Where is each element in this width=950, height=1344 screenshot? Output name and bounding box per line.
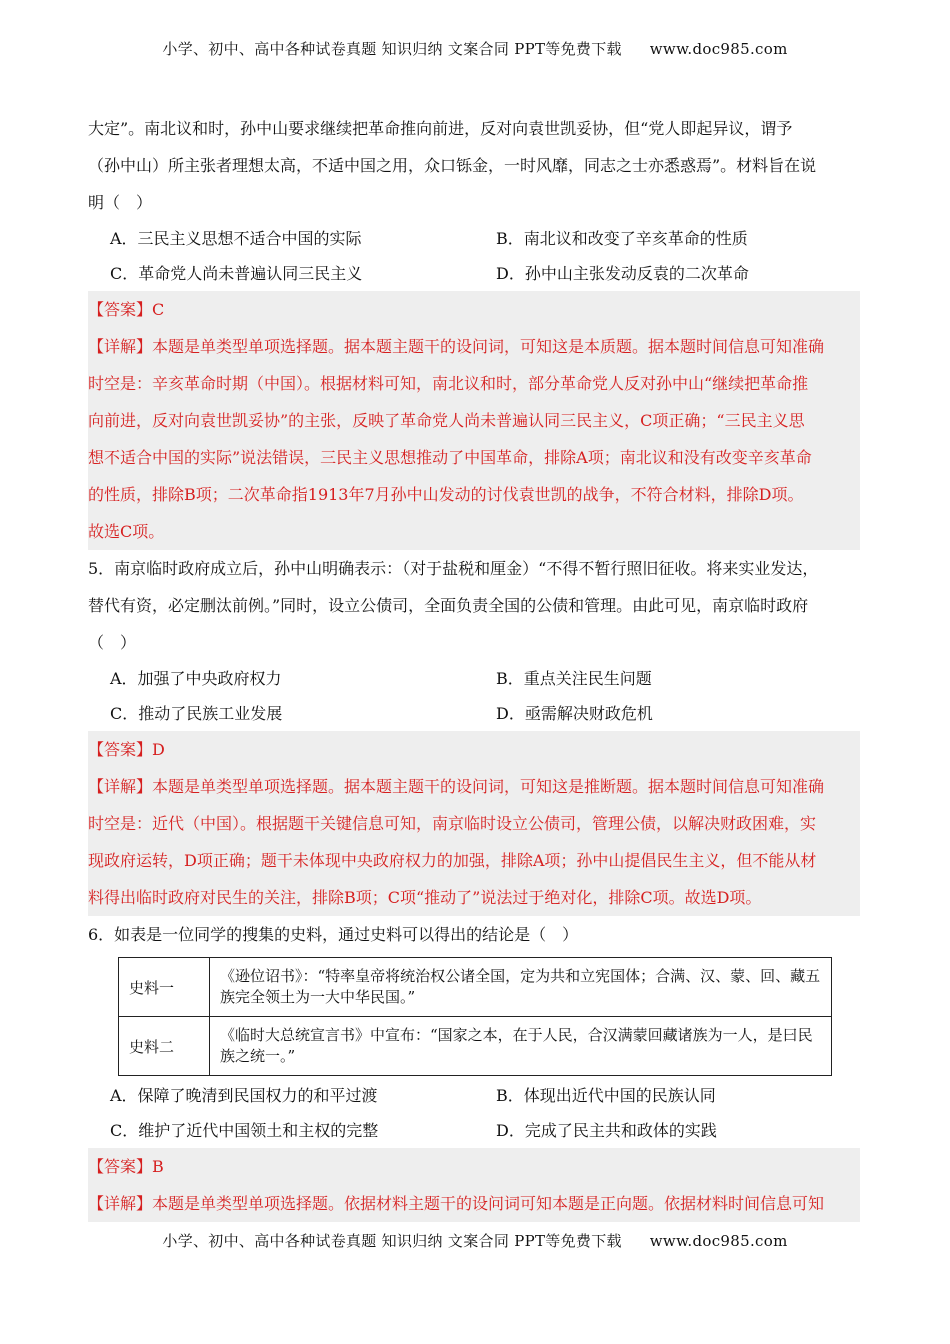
question-4 [88,110,860,550]
page-header [0,38,950,59]
question-6 [88,916,860,1222]
q5-stem-line: 替代有资，必定删汰前例。”同时，设立公债司，全面负责全国的公债和管理。由此可见，南京临时政府 [88,596,809,615]
q5-explain-line [88,768,860,805]
q4-option-a: A．三民主义思想不适合中国的实际 [110,229,362,248]
q5-option-b: B．重点关注民生问题 [496,669,652,688]
q5-answer: 【答案】D [88,731,860,768]
q4-option-d: D．孙中山主张发动反袁的二次革命 [496,264,749,283]
q4-stem-line: 明（ ） [88,193,153,212]
q4-explain-line [88,328,860,365]
q4-stem-line: 大定”。南北议和时，孙中山要求继续把革命推向前进，反对向袁世凯妥协，但“党人即起异议，谓予 [88,119,793,138]
source-label: 史料一 [119,958,210,1017]
q6-explain-text: 本题是单类型单项选择题。依据材料主题干的设问词可知本题是正向题。依据材料时间信息可知 [152,1194,825,1213]
source-table [118,957,832,1076]
q4-stem-line: （孙中山）所主张者理想太高，不适中国之用，众口铄金，一时风靡，同志之士亦悉惑焉”。材料旨在说 [88,156,817,175]
q4-explain-line: 的性质，排除B项；二次革命指1913年7月孙中山发动的讨伐袁世凯的战争，不符合材料，排除D项。 [88,476,860,513]
q4-option-b: B．南北议和改变了辛亥革命的性质 [496,229,748,248]
footer-site: www.doc985.com [649,1232,788,1250]
source-text: 《逊位诏书》：“特率皇帝将统治权公诸全国，定为共和立宪国体；合满、汉、蒙、回、藏五族完全领土为一大中华民国。” [210,958,832,1017]
q5-explain-label: 【详解】 [88,777,153,796]
q6-option-c: C．维护了近代中国领土和主权的完整 [110,1121,379,1140]
table-row [119,958,832,1017]
q6-option-a: A．保障了晚清到民国权力的和平过渡 [110,1086,378,1105]
question-5 [88,550,860,916]
q5-explain-line: 时空是：近代（中国）。根据题干关键信息可知，南京临时设立公债司，管理公债，以解决财政困难，实 [88,805,860,842]
q5-option-c: C．推动了民族工业发展 [110,704,283,723]
q6-stem: 6．如表是一位同学的搜集的史料，通过史料可以得出的结论是（ ） [88,925,579,944]
q4-explain-text: 本题是单类型单项选择题。据本题主题干的设问词，可知这是本质题。据本题时间信息可知准确 [152,337,825,356]
header-site: www.doc985.com [649,40,788,58]
page-footer [0,1230,950,1251]
footer-text: 小学、初中、高中各种试卷真题 知识归纳 文案合同 PPT等免费下载 [162,1232,622,1250]
q6-explain-line [88,1185,860,1222]
q6-option-d: D．完成了民主共和政体的实践 [496,1121,717,1140]
source-text: 《临时大总统宣言书》中宣布：“国家之本，在于人民，合汉满蒙回藏诸族为一人，是曰民族之统一。” [210,1017,832,1076]
q6-answer: 【答案】B [88,1148,860,1185]
q4-options [88,221,860,291]
q4-explain-line: 想不适合中国的实际”说法错误，三民主义思想推动了中国革命，排除A项；南北议和没有改变辛亥革命 [88,439,860,476]
q5-stem-line: （ ） [88,633,137,652]
q5-stem-line: 5．南京临时政府成立后，孙中山明确表示：（对于盐税和厘金）“不得不暂行照旧征收。将来实业发达， [88,559,819,578]
q4-explain-line: 故选C项。 [88,513,860,550]
table-row [119,1017,832,1076]
q6-explain-label: 【详解】 [88,1194,153,1213]
q5-option-a: A．加强了中央政府权力 [110,669,282,688]
q4-explain-line: 向前进，反对向袁世凯妥协”的主张，反映了革命党人尚未普遍认同三民主义，C项正确；“三民主义思 [88,402,860,439]
q5-option-d: D．亟需解决财政危机 [496,704,653,723]
q5-options [88,661,860,731]
q4-answer: 【答案】C [88,291,860,328]
q6-options [88,1078,860,1148]
q5-explain-line: 料得出临时政府对民生的关注，排除B项；C项“推动了”说法过于绝对化，排除C项。故选D项。 [88,879,860,916]
document-body [88,110,860,1222]
q4-explain-line: 时空是：辛亥革命时期（中国）。根据材料可知，南北议和时，部分革命党人反对孙中山“继续把革命推 [88,365,860,402]
q5-explain-line: 现政府运转，D项正确；题干未体现中央政府权力的加强，排除A项；孙中山提倡民生主义，但不能从材 [88,842,860,879]
source-label: 史料二 [119,1017,210,1076]
q4-option-c: C．革命党人尚未普遍认同三民主义 [110,264,363,283]
q5-explain-text: 本题是单类型单项选择题。据本题主题干的设问词，可知这是推断题。据本题时间信息可知准确 [152,777,825,796]
q4-explain-label: 【详解】 [88,337,153,356]
header-text: 小学、初中、高中各种试卷真题 知识归纳 文案合同 PPT等免费下载 [162,40,622,58]
q6-option-b: B．体现出近代中国的民族认同 [496,1086,716,1105]
